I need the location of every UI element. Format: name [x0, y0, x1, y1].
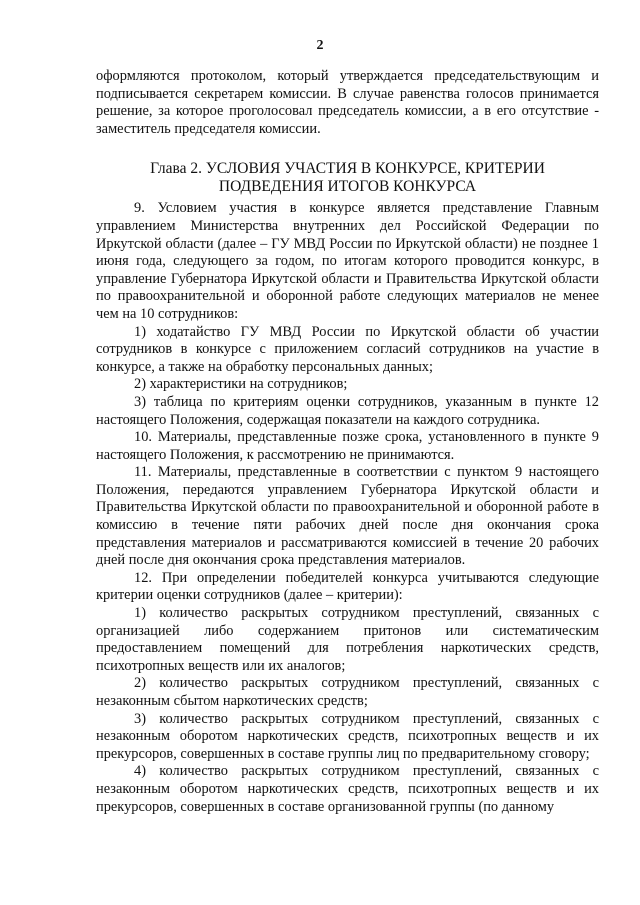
paragraph-item-10: 10. Материалы, представленные позже срока, установленного в пункте 9 настоящего Положения, к рассмотрению не принимаются.: [96, 429, 599, 463]
paragraph-item-9: 9. Условием участия в конкурсе является представление Главным управлением Министерства внутренних дел Российской Федерации по Иркутской области (далее – ГУ МВД России по Иркутской области) не позднее 1 июня года, следующего за годом, по итогам которого проводится конкурс, в управление Губернатора Иркутской области и Правительства Иркутской области по правоохранительной и оборонной работе следующих материалов не менее чем на 10 сотрудников:: [96, 200, 599, 322]
paragraph-continuation: оформляются протоколом, который утверждается председательствующим и подписывается секретарем комиссии. В случае равенства голосов принимается решение, за которое проголосовал председатель комиссии, а в его отсутствие - заместитель председателя комиссии.: [96, 68, 599, 137]
paragraph-item-11: 11. Материалы, представленные в соответствии с пунктом 9 настоящего Положения, передаются управлением Губернатора Иркутской области и Правительства Иркутской области по правоохранительной и оборонной работе в комиссию в течение пяти рабочих дней после дня окончания срока представления материалов и рассматриваются комиссией в течение 20 рабочих дней после дня окончания срока представления материалов.: [96, 464, 599, 569]
list-item-12-1: 1) количество раскрытых сотрудником преступлений, связанных с организацией либо содержанием притонов или систематическим предоставлением помещений для потребления наркотических средств, психотропных веществ или их аналогов;: [96, 605, 599, 674]
list-item-9-1: 1) ходатайство ГУ МВД России по Иркутской области об участии сотрудников в конкурсе с приложением согласий сотрудников на участие в конкурсе, а также на обработку персональных данных;: [96, 323, 599, 375]
page-number: 2: [316, 38, 324, 53]
list-item-12-3: 3) количество раскрытых сотрудником преступлений, связанных с незаконным оборотом наркотических средств, психотропных веществ и их прекурсоров, совершенных в составе группы лиц по предварительному сговору;: [96, 710, 599, 762]
paragraph-item-12: 12. При определении победителей конкурса учитываются следующие критерии оценки сотрудников (далее – критерии):: [96, 569, 599, 604]
list-item-12-4: 4) количество раскрытых сотрудником преступлений, связанных с незаконным оборотом наркотических средств, психотропных веществ и их прекурсоров, совершенных в составе организованной группы (по данному: [96, 763, 599, 815]
chapter-heading: Глава 2. УСЛОВИЯ УЧАСТИЯ В КОНКУРСЕ, КРИТЕРИИ ПОДВЕДЕНИЯ ИТОГОВ КОНКУРСА: [150, 160, 545, 196]
list-item-12-2: 2) количество раскрытых сотрудником преступлений, связанных с незаконным сбытом наркотических средств;: [96, 675, 599, 709]
list-item-9-2: 2) характеристики на сотрудников;: [134, 376, 348, 393]
document-body: [96, 68, 599, 816]
list-item-9-3: 3) таблица по критериям оценки сотрудников, указанным в пункте 12 настоящего Положения, содержащая показатели на каждого сотрудника.: [96, 393, 599, 428]
